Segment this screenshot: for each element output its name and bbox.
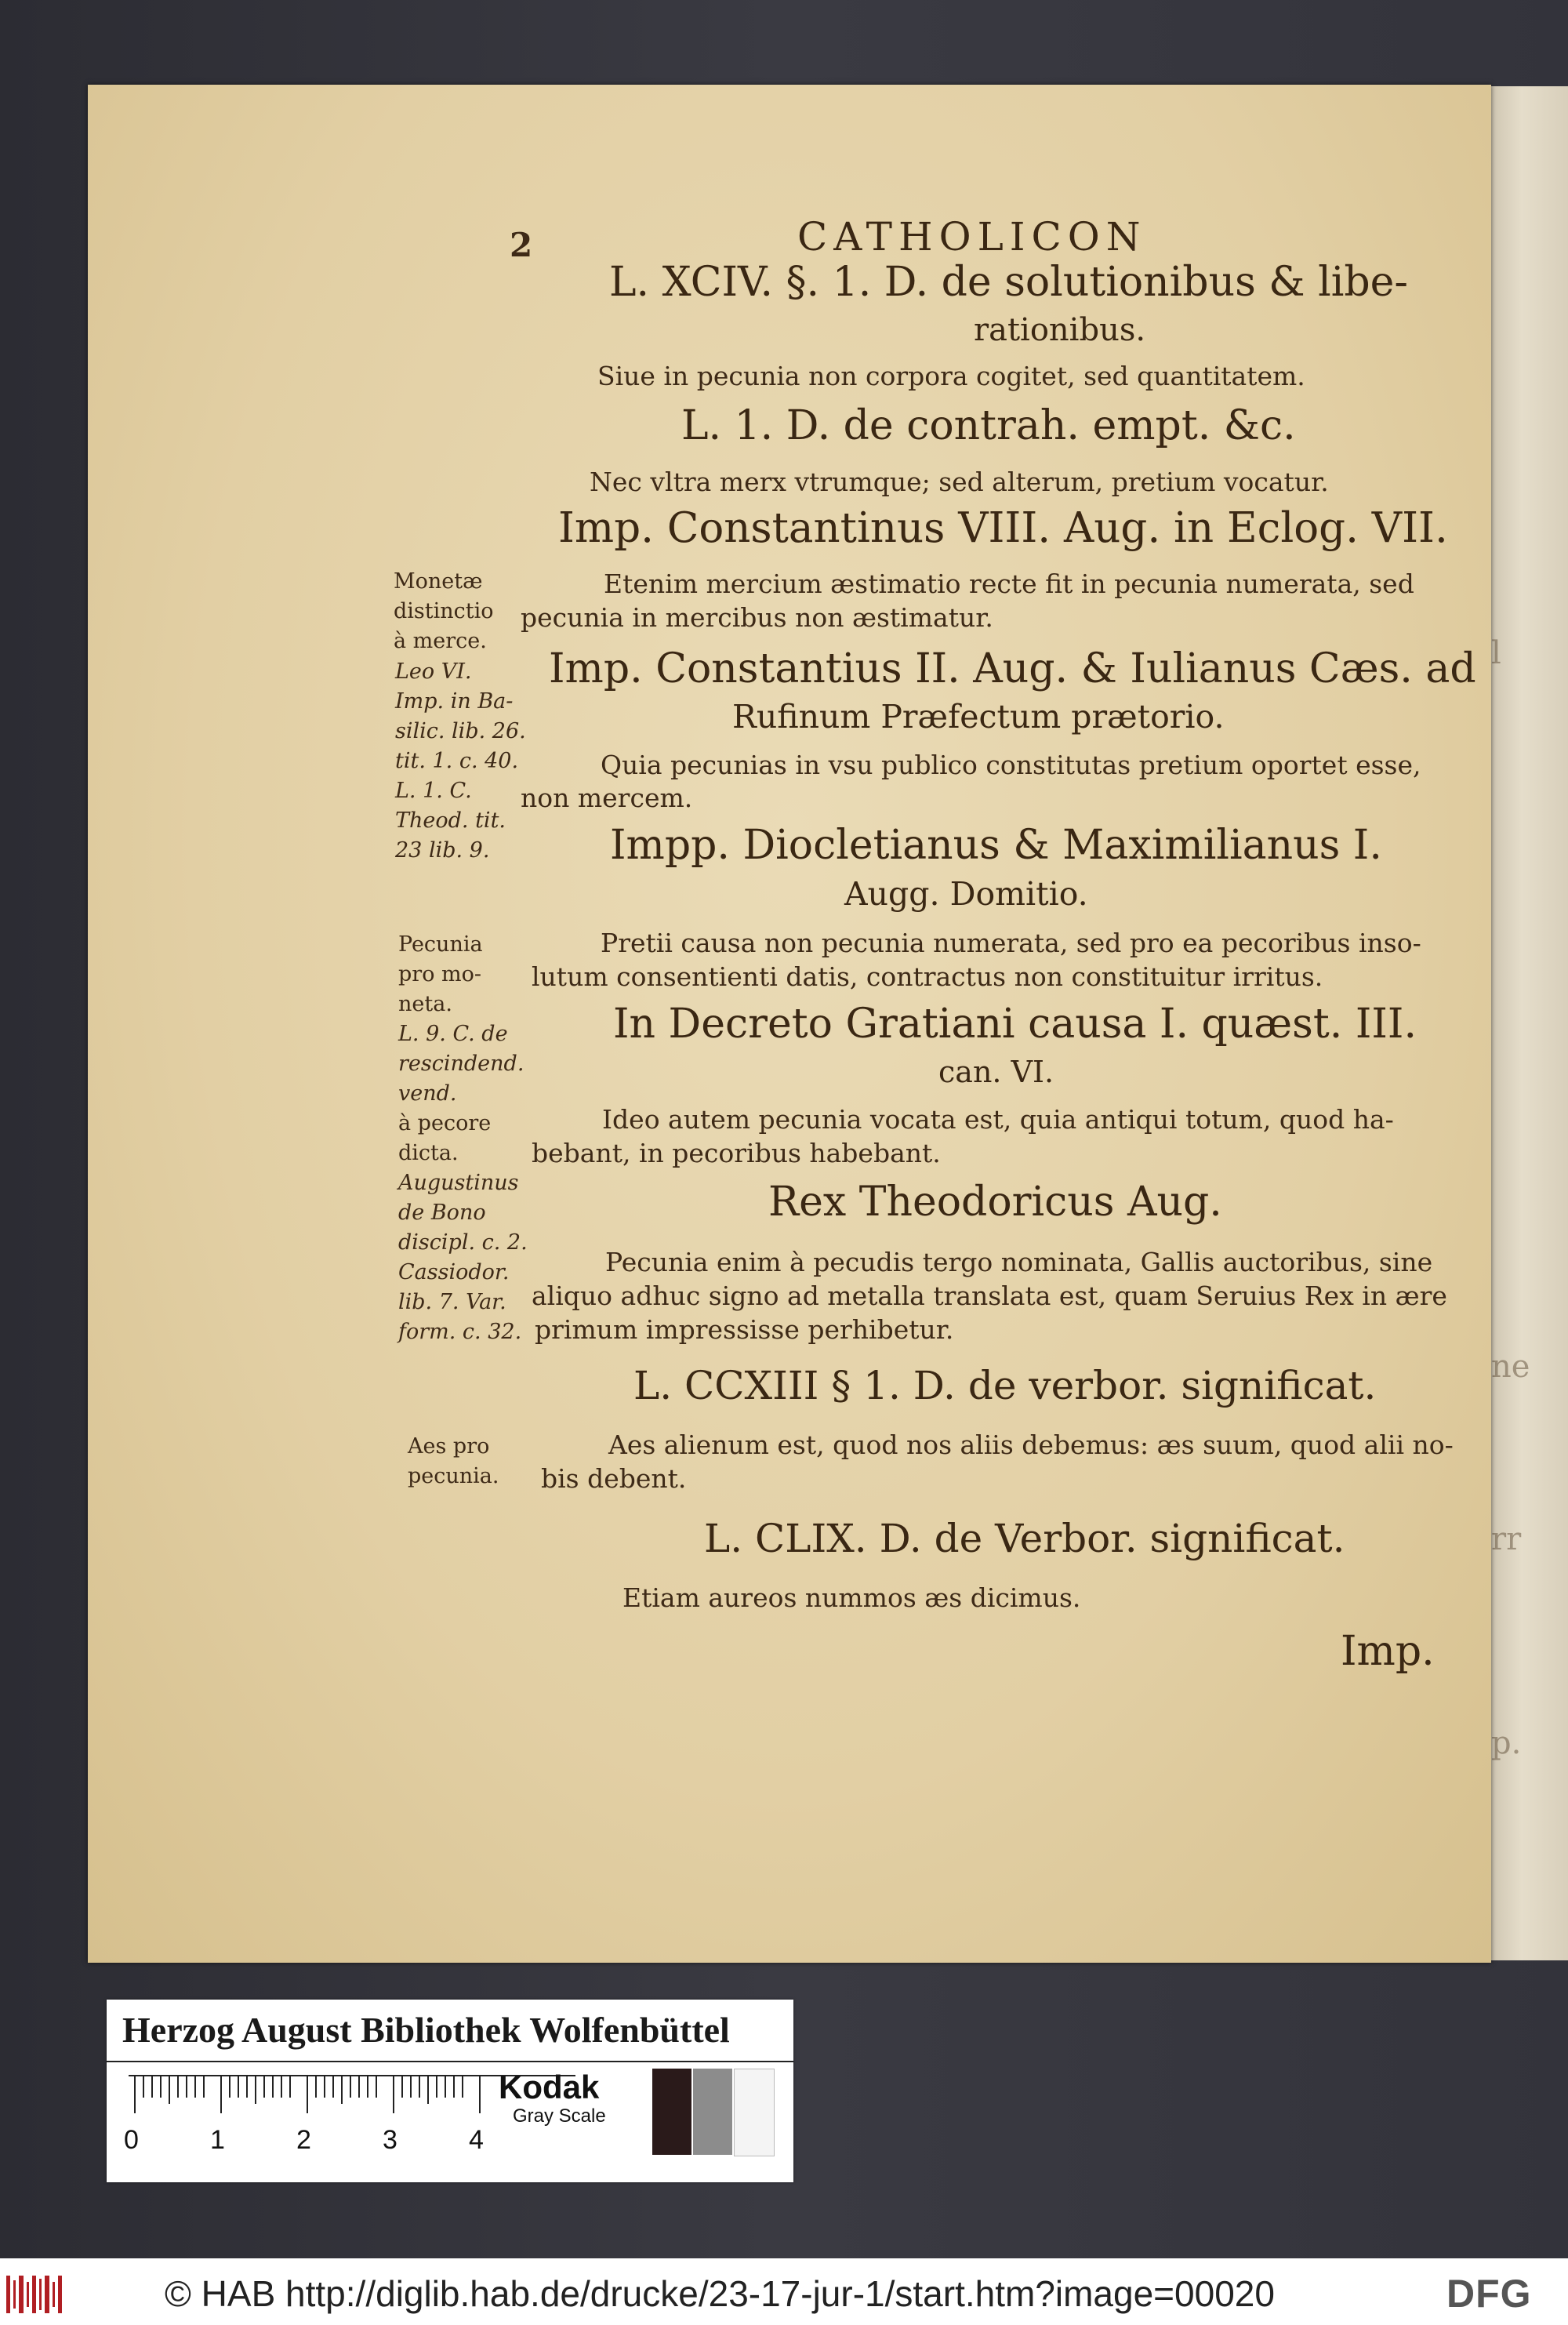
barcode-icon [6,2276,66,2313]
margin-note-a-pecore: à pecore dicta. [398,1111,492,1165]
heading-de-contrah-empt: L. 1. D. de contrah. empt. &c. [681,402,1296,449]
text-pecunia-enim-3: primum impressisse perhibetur. [535,1314,954,1345]
text-etenim-mercium-2: pecunia in mercibus non æstimatur. [521,602,993,633]
text-pretii-causa-1: Pretii causa non pecunia numerata, sed pro ea pecoribus inso- [601,928,1421,958]
margin-note-leo-vi: Leo VI. Imp. in Ba- silic. lib. 26. tit. 1. c. 40. L. 1. C. Theod. tit. 23 lib. 9. [395,659,526,863]
heading-decreto-gratiani-cont: can. VI. [938,1055,1054,1089]
gray-patch-mid [693,2069,732,2155]
adjacent-page-edge: l ne rr p. [1491,86,1568,1960]
margin-note-aes-pro-pecunia: Aes pro pecunia. [408,1434,499,1488]
text-aes-alienum-1: Aes alienum est, quod nos aliis debemus: æs suum, quod alii no- [608,1430,1454,1460]
gray-scale-label: Gray Scale [513,2105,606,2127]
text-pretii-causa-2: lutum consentienti datis, contractus non constituitur irritus. [532,961,1323,992]
text-siue-in-pecunia: Siue in pecunia non corpora cogitet, sed quantitatem. [597,361,1305,391]
scale-label-2: 2 [296,2125,311,2155]
text-nec-vltra-merx: Nec vltra merx vtrumque; sed alterum, pretium vocatur. [590,467,1329,497]
book-page [88,85,1491,1963]
dfg-logo: DFG [1446,2272,1532,2316]
page-number: 2 [510,226,533,264]
margin-note-rescindend: L. 9. C. de rescindend. vend. [398,1022,524,1106]
text-etenim-mercium-1: Etenim mercium æstimatio recte fit in pecunia numerata, sed [604,569,1414,599]
scale-label-1: 1 [210,2125,225,2155]
heading-decreto-gratiani: In Decreto Gratiani causa I. quæst. III. [613,1001,1417,1048]
margin-note-augustinus: Augustinus de Bono discipl. c. 2. Cassiodor. lib. 7. Var. form. c. 32. [398,1171,528,1344]
heading-verbor-significat-2: L. CLIX. D. de Verbor. significat. [704,1516,1345,1561]
text-etiam-aureos: Etiam aureos nummos æs dicimus. [622,1582,1081,1613]
heading-constantinus: Imp. Constantinus VIII. Aug. in Eclog. VII. [558,504,1448,552]
library-label-card [107,2000,793,2182]
heading-diocletianus-cont: Augg. Domitio. [844,875,1088,913]
heading-constantius-cont: Rufinum Præfectum prætorio. [732,698,1225,736]
margin-note-monetae: Monetæ distinctio à merce. [394,569,494,653]
catchword: Imp. [1341,1628,1435,1675]
kodak-brand: Kodak [499,2069,600,2105]
text-ideo-autem-2: bebant, in pecoribus habebant. [532,1138,941,1168]
text-pecunia-enim-1: Pecunia enim à pecudis tergo nominata, Gallis auctoribus, sine [605,1247,1433,1277]
text-quia-pecunias-1: Quia pecunias in vsu publico constitutas pretium oportet esse, [601,750,1421,780]
library-name: Herzog August Bibliothek Wolfenbüttel [122,2010,730,2050]
scale-label-3: 3 [383,2125,397,2155]
gray-patch-black [652,2069,691,2155]
text-aes-alienum-2: bis debent. [541,1463,687,1494]
heading-rex-theodoricus: Rex Theodoricus Aug. [768,1179,1222,1226]
text-ideo-autem-1: Ideo autem pecunia vocata est, quia antiqui totum, quod ha- [602,1104,1394,1135]
footer-copyright-url[interactable]: © HAB http://diglib.hab.de/drucke/23-17-jur-1/start.htm?image=00020 [165,2273,1275,2314]
margin-note-pecunia-pro-moneta: Pecunia pro mo- neta. [398,932,483,1016]
heading-solutionibus-cont: rationibus. [974,312,1146,348]
label-divider [107,2061,793,2062]
text-quia-pecunias-2: non mercem. [521,783,693,813]
text-pecunia-enim-2: aliquo adhuc signo ad metalla translata est, quam Seruius Rex in ære [532,1281,1447,1311]
heading-verbor-significat-1: L. CCXIII § 1. D. de verbor. significat. [633,1363,1377,1408]
heading-constantius: Imp. Constantius II. Aug. & Iulianus Cæs. ad [549,645,1476,692]
heading-solutionibus: L. XCIV. §. 1. D. de solutionibus & libe- [609,259,1409,306]
gray-patch-white [734,2069,775,2156]
scale-label-4: 4 [469,2125,484,2155]
scale-label-0: 0 [124,2125,139,2155]
footer-bar [0,2258,1568,2325]
heading-diocletianus: Impp. Diocletianus & Maximilianus I. [610,822,1382,869]
running-title: CATHOLICON [797,214,1147,260]
